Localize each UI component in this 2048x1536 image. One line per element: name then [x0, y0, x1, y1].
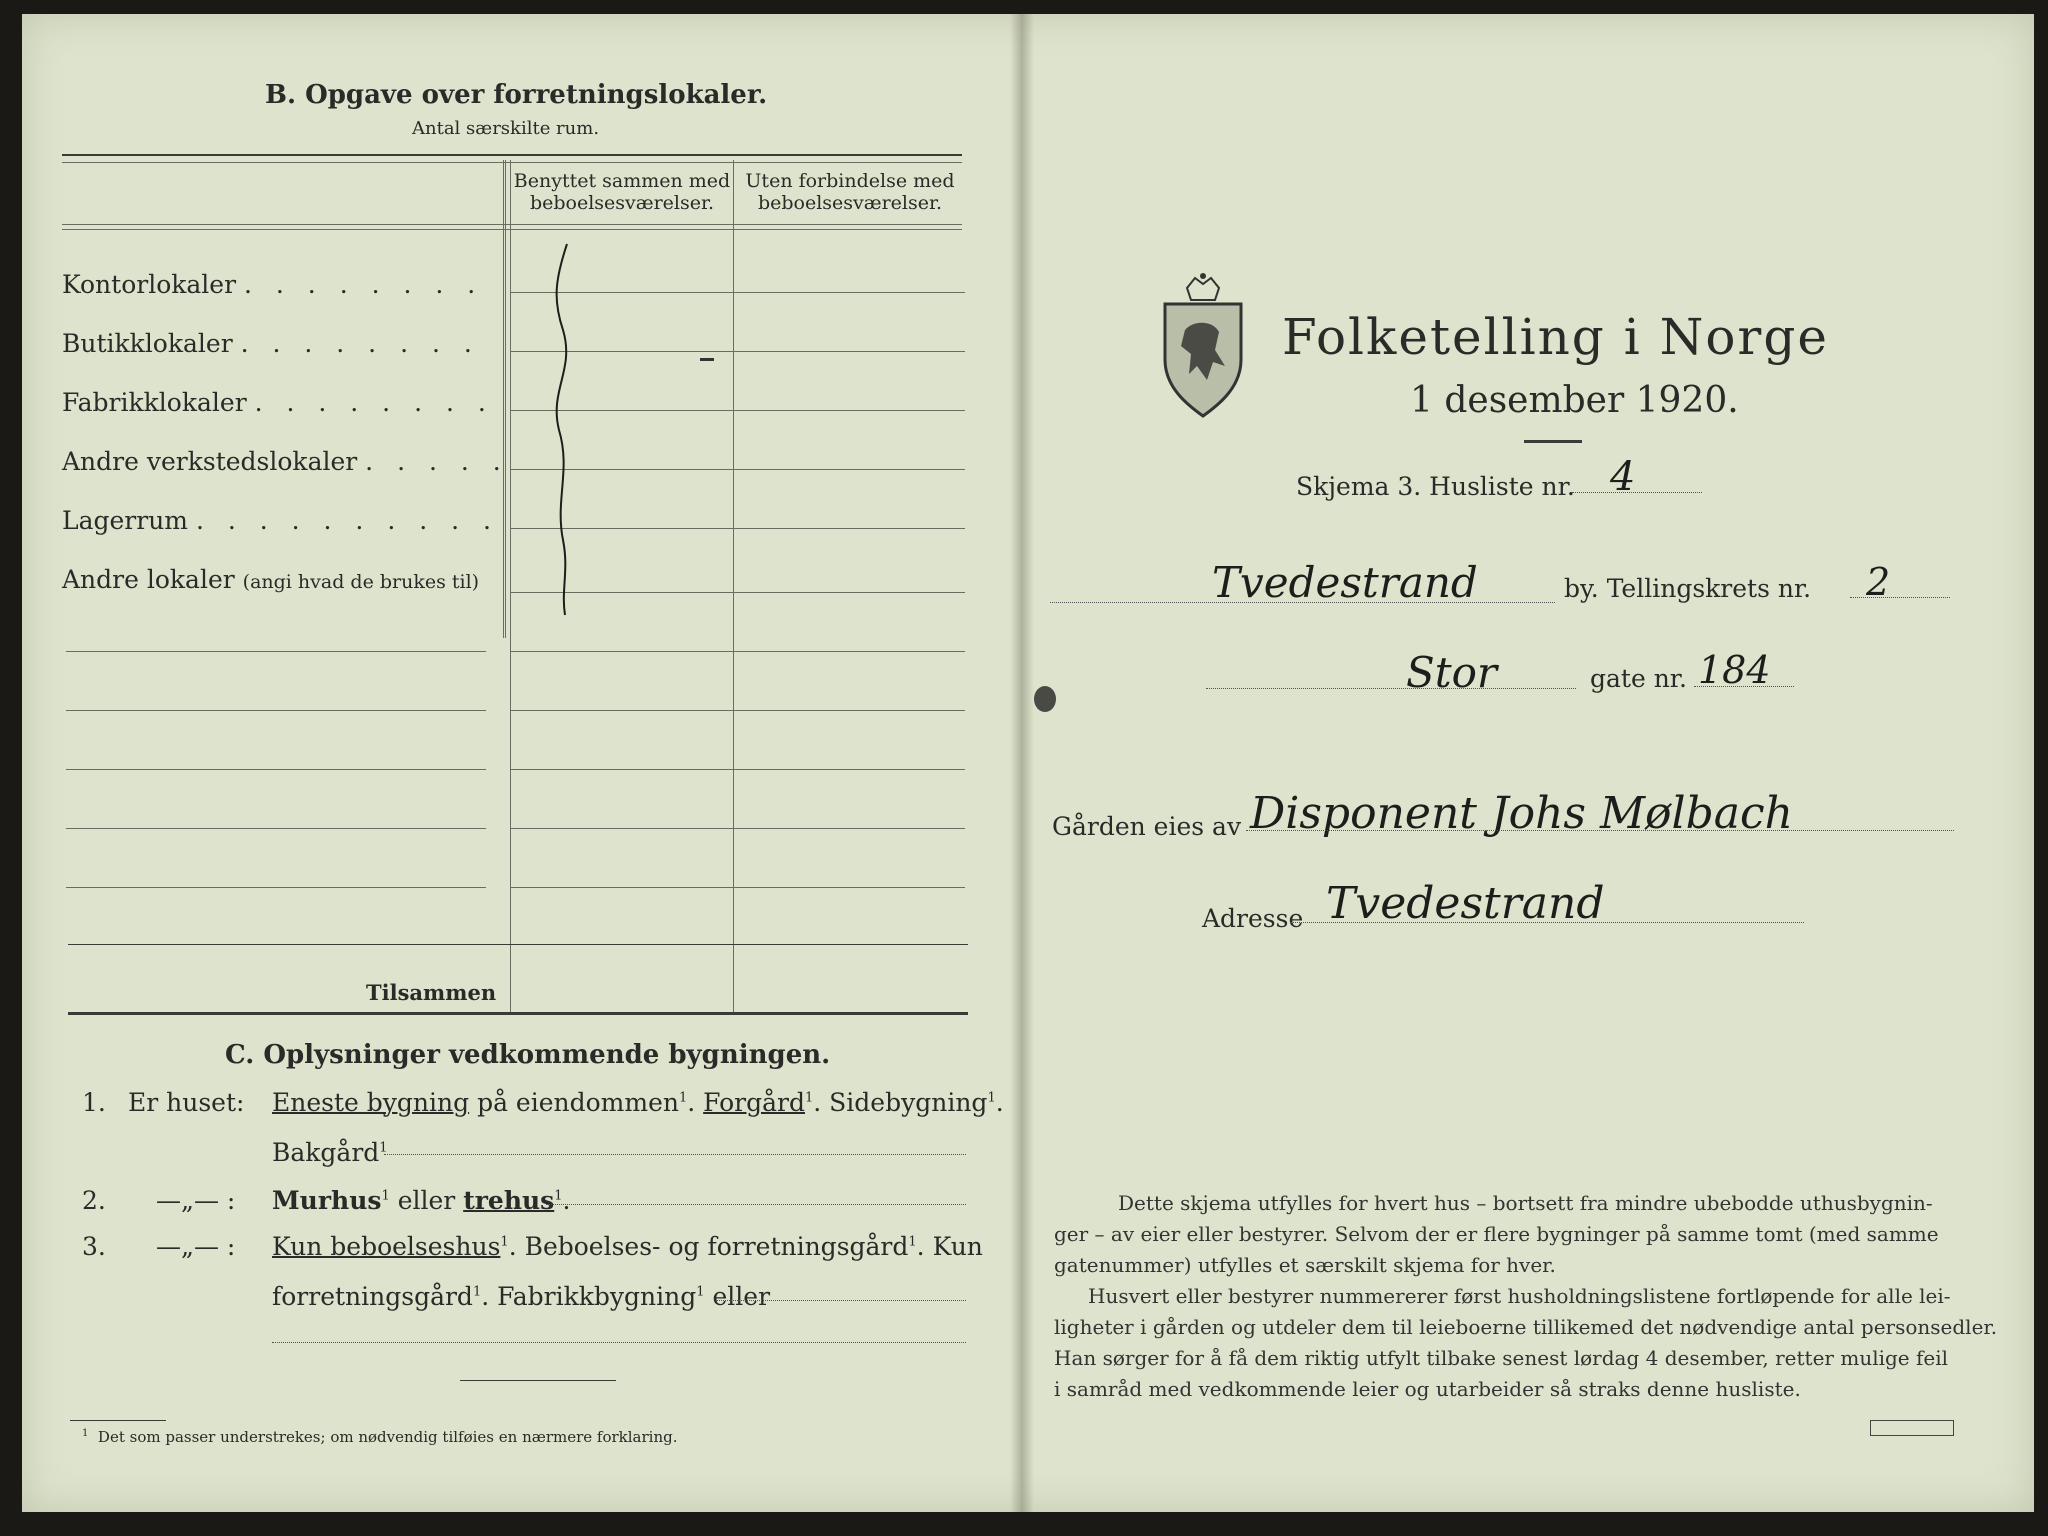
section-b-subtitle: Antal særskilte rum.	[412, 118, 600, 139]
item-2-text: Murhus$^1$ eller trehus$^1$.	[272, 1186, 571, 1215]
owner-label: Gården eies av	[1052, 812, 1242, 841]
owner-handwritten: Disponent Johs Mølbach	[1250, 788, 1793, 839]
address-fill-line	[1290, 922, 1804, 923]
row-rule	[510, 828, 965, 829]
town-fill-line	[1050, 602, 1555, 603]
street-number: 184	[1698, 648, 1771, 692]
trehus-option: trehus	[463, 1186, 555, 1215]
address-handwritten: Tvedestrand	[1326, 878, 1605, 929]
schema-label: Skjema 3. Husliste nr.	[1296, 472, 1575, 501]
col-divider-2	[733, 160, 734, 1012]
blank-row-rule	[66, 828, 486, 829]
krets-fill-line	[1850, 597, 1950, 598]
printer-stamp	[1870, 1420, 1954, 1436]
address-label: Adresse	[1202, 904, 1304, 933]
forgard-option: Forgård	[703, 1088, 805, 1117]
footnote-rule	[70, 1420, 166, 1421]
town-handwritten: Tvedestrand	[1212, 558, 1478, 607]
row-rule	[510, 887, 965, 888]
col1-header: Benyttet sammen med beboelsesværelser.	[513, 170, 731, 214]
item-2-lead: —„— :	[156, 1186, 236, 1215]
item-1-lead: Er huset:	[128, 1088, 245, 1117]
col-divider-1	[503, 160, 506, 638]
ink-dash	[700, 358, 714, 361]
item-3-number: 3.	[82, 1232, 106, 1261]
section-c-title: C. Oplysninger vedkommende bygningen.	[225, 1040, 831, 1070]
street-nr-fill-line	[1694, 686, 1794, 687]
cover-date: 1 desember 1920.	[1410, 380, 1739, 421]
row-fabrikklokaler: Fabrikklokaler . . . . . . . .	[62, 388, 494, 417]
title-separator	[1524, 440, 1582, 443]
eneste-bygning-option: Eneste bygning	[272, 1088, 470, 1117]
total-bottom-rule	[68, 1012, 968, 1015]
ink-blot	[1034, 686, 1056, 712]
blank-row-rule	[66, 769, 486, 770]
blank-row-rule	[66, 887, 486, 888]
row-butikklokaler: Butikklokaler . . . . . . . .	[62, 329, 480, 358]
item-1-text: Eneste bygning på eiendommen$^1$. Forgård$^1$. Sidebygning$^1$.	[272, 1088, 1004, 1117]
col-divider-1b	[510, 160, 511, 1012]
row-rule	[510, 710, 965, 711]
item-2-number: 2.	[82, 1186, 106, 1215]
husliste-number: 4	[1610, 454, 1636, 500]
header-rule	[62, 224, 962, 225]
section-b-title: B. Opgave over forretningslokaler.	[265, 80, 768, 110]
item-3-fill-line-2	[272, 1342, 966, 1343]
item-1-number: 1.	[82, 1088, 106, 1117]
street-suffix: gate nr.	[1590, 664, 1687, 693]
item-2-fill-line	[546, 1204, 966, 1205]
short-rule	[460, 1380, 616, 1381]
norwegian-coat-of-arms-icon	[1155, 270, 1251, 420]
row-kontorlokaler: Kontorlokaler . . . . . . . .	[62, 270, 484, 299]
row-andre-lokaler: Andre lokaler (angi hvad de brukes til)	[62, 565, 480, 594]
footnote: $^1$ Det som passer understrekes; om nødvendig tilføies en nærmere forklaring.	[82, 1428, 678, 1446]
blank-row-rule	[66, 651, 486, 652]
item-3-lead: —„— :	[156, 1232, 236, 1261]
table-top-rule-2	[62, 162, 962, 163]
row-rule	[510, 651, 965, 652]
table-top-rule	[62, 154, 962, 156]
handwritten-brace-mark	[545, 240, 585, 620]
krets-number: 2	[1866, 560, 1891, 604]
husliste-fill-line	[1572, 492, 1702, 493]
street-handwritten: Stor	[1406, 648, 1498, 697]
row-lagerrum: Lagerrum . . . . . . . . . .	[62, 506, 499, 535]
col2-header: Uten forbindelse med beboelsesværelser.	[745, 170, 955, 214]
header-rule-2	[62, 229, 962, 230]
total-top-rule	[68, 944, 968, 945]
item-3-text: Kun beboelseshus$^1$. Beboelses- og forretningsgård$^1$. Kun	[272, 1232, 983, 1261]
street-fill-line	[1206, 688, 1576, 689]
item-1-line2: Bakgård$^1$	[272, 1138, 388, 1167]
row-rule	[510, 769, 965, 770]
cover-title: Folketelling i Norge	[1282, 308, 1829, 366]
town-suffix: by. Tellingskrets nr.	[1564, 574, 1812, 603]
item-3-line2: forretningsgård$^1$. Fabrikkbygning$^1$ eller	[272, 1282, 771, 1311]
owner-fill-line	[1246, 830, 1954, 831]
row-andre-verkstedslokaler: Andre verkstedslokaler . . . . .	[62, 447, 509, 476]
total-label: Tilsammen	[366, 980, 497, 1005]
blank-row-rule	[66, 710, 486, 711]
instructions: Dette skjema utfylles for hvert hus – bortsett fra mindre ubebodde uthusbygnin- ger – av eier eller bestyrer. Selvom der er flere bygninger på samme tomt (med samme gatenummer) utfylles et særskilt skjema for hver. Husvert eller bestyrer nummererer først husholdningslistene fortløpende for alle lei- ligheter i gården og utdeler dem til leieboerne tillikemed det nødvendige antal personsedler. Han sørger for å få dem riktig utfylt tilbake senest lørdag 4 desember, retter mulige feil i samråd med vedkommende leier og utarbeider så straks denne husliste.	[1054, 1191, 1998, 1401]
item-3-fill-line	[716, 1300, 966, 1301]
kun-beboelseshus-option: Kun beboelseshus	[272, 1232, 501, 1261]
item-1-fill-line	[384, 1154, 966, 1155]
page-fold	[1010, 14, 1034, 1512]
